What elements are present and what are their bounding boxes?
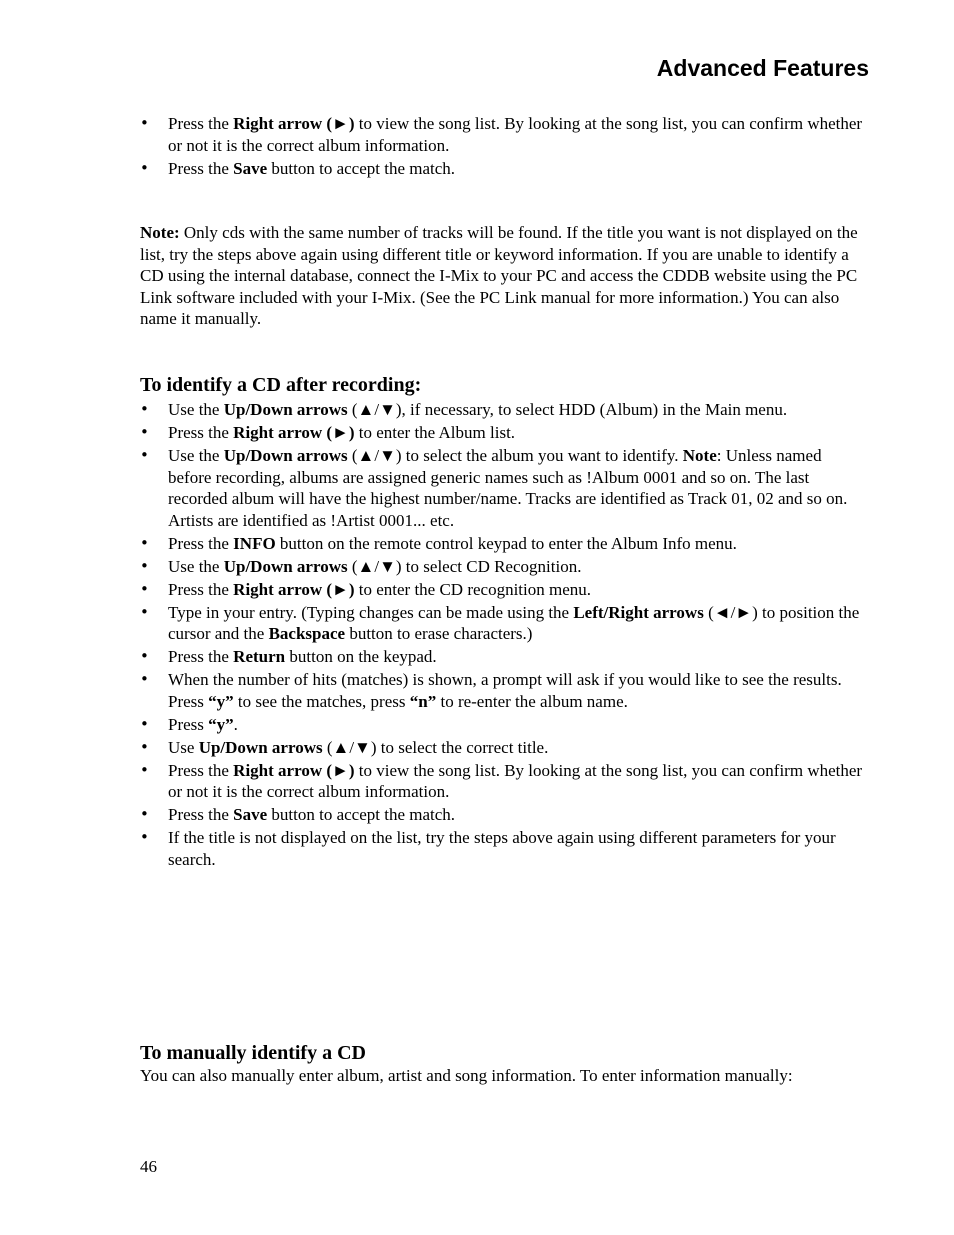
identify-steps-list — [140, 399, 868, 872]
list-item: • Press the Right arrow (►) to enter the Album list. — [140, 422, 868, 444]
list-item: • When the number of hits (matches) is shown, a prompt will ask if you would like to see the results. Press “y” to see the matches, press “n” to re-enter the album name. — [140, 669, 868, 712]
note-paragraph: Note: Only cds with the same number of tracks will be found. If the title you want is not displayed on the list, try the steps above again using different title or keyword information. If you are unable to identify a CD using the internal database, connect the I-Mix to your PC and access the CDDB website using the PC Link software included with your I-Mix. (See the PC Link manual for more information.) You can also name it manually. — [140, 223, 858, 328]
list-item: • Press “y”. — [140, 714, 868, 736]
list-item: • Press the Right arrow (►) to view the song list. By looking at the song list, you can confirm whether or not it is the correct album information. — [140, 113, 868, 156]
list-item: • Press the Save button to accept the match. — [140, 158, 868, 180]
list-item: • Press the Right arrow (►) to view the song list. By looking at the song list, you can confirm whether or not it is the correct album information. — [140, 760, 868, 803]
page-header-title: Advanced Features — [656, 55, 869, 81]
page-number: 46 — [140, 1157, 157, 1176]
list-item: • Press the INFO button on the remote control keypad to enter the Album Info menu. — [140, 533, 868, 555]
list-item: • Use the Up/Down arrows (▲/▼), if necessary, to select HDD (Album) in the Main menu. — [140, 399, 868, 421]
list-item: • Press the Right arrow (►) to enter the CD recognition menu. — [140, 579, 868, 601]
list-item: • Press the Save button to accept the match. — [140, 804, 868, 826]
section-heading-manually-identify: To manually identify a CD — [140, 1042, 366, 1064]
list-item: • Press the Return button on the keypad. — [140, 646, 868, 668]
manual-identify-paragraph: You can also manually enter album, artist and song information. To enter information manually: — [140, 1066, 793, 1085]
list-item: • Use the Up/Down arrows (▲/▼) to select CD Recognition. — [140, 556, 868, 578]
section-heading-identify-after-recording: To identify a CD after recording: — [140, 374, 422, 396]
list-item: • Use Up/Down arrows (▲/▼) to select the correct title. — [140, 737, 868, 759]
list-item: • If the title is not displayed on the list, try the steps above again using different parameters for your search. — [140, 827, 868, 870]
list-item: • Use the Up/Down arrows (▲/▼) to select the album you want to identify. Note: Unless named before recording, albums are assigned generic names such as !Album 0001 and so on. The last recorded album will have the highest number/name. Tracks are identified as Track 01, 02 and so on. Artists are identified as !Artist 0001... etc. — [140, 445, 868, 531]
note-label: Note: — [140, 223, 180, 242]
top-bullet-list — [140, 113, 868, 181]
list-item: • Type in your entry. (Typing changes can be made using the Left/Right arrows (◄/►) to position the cursor and the Backspace button to erase characters.) — [140, 602, 868, 645]
